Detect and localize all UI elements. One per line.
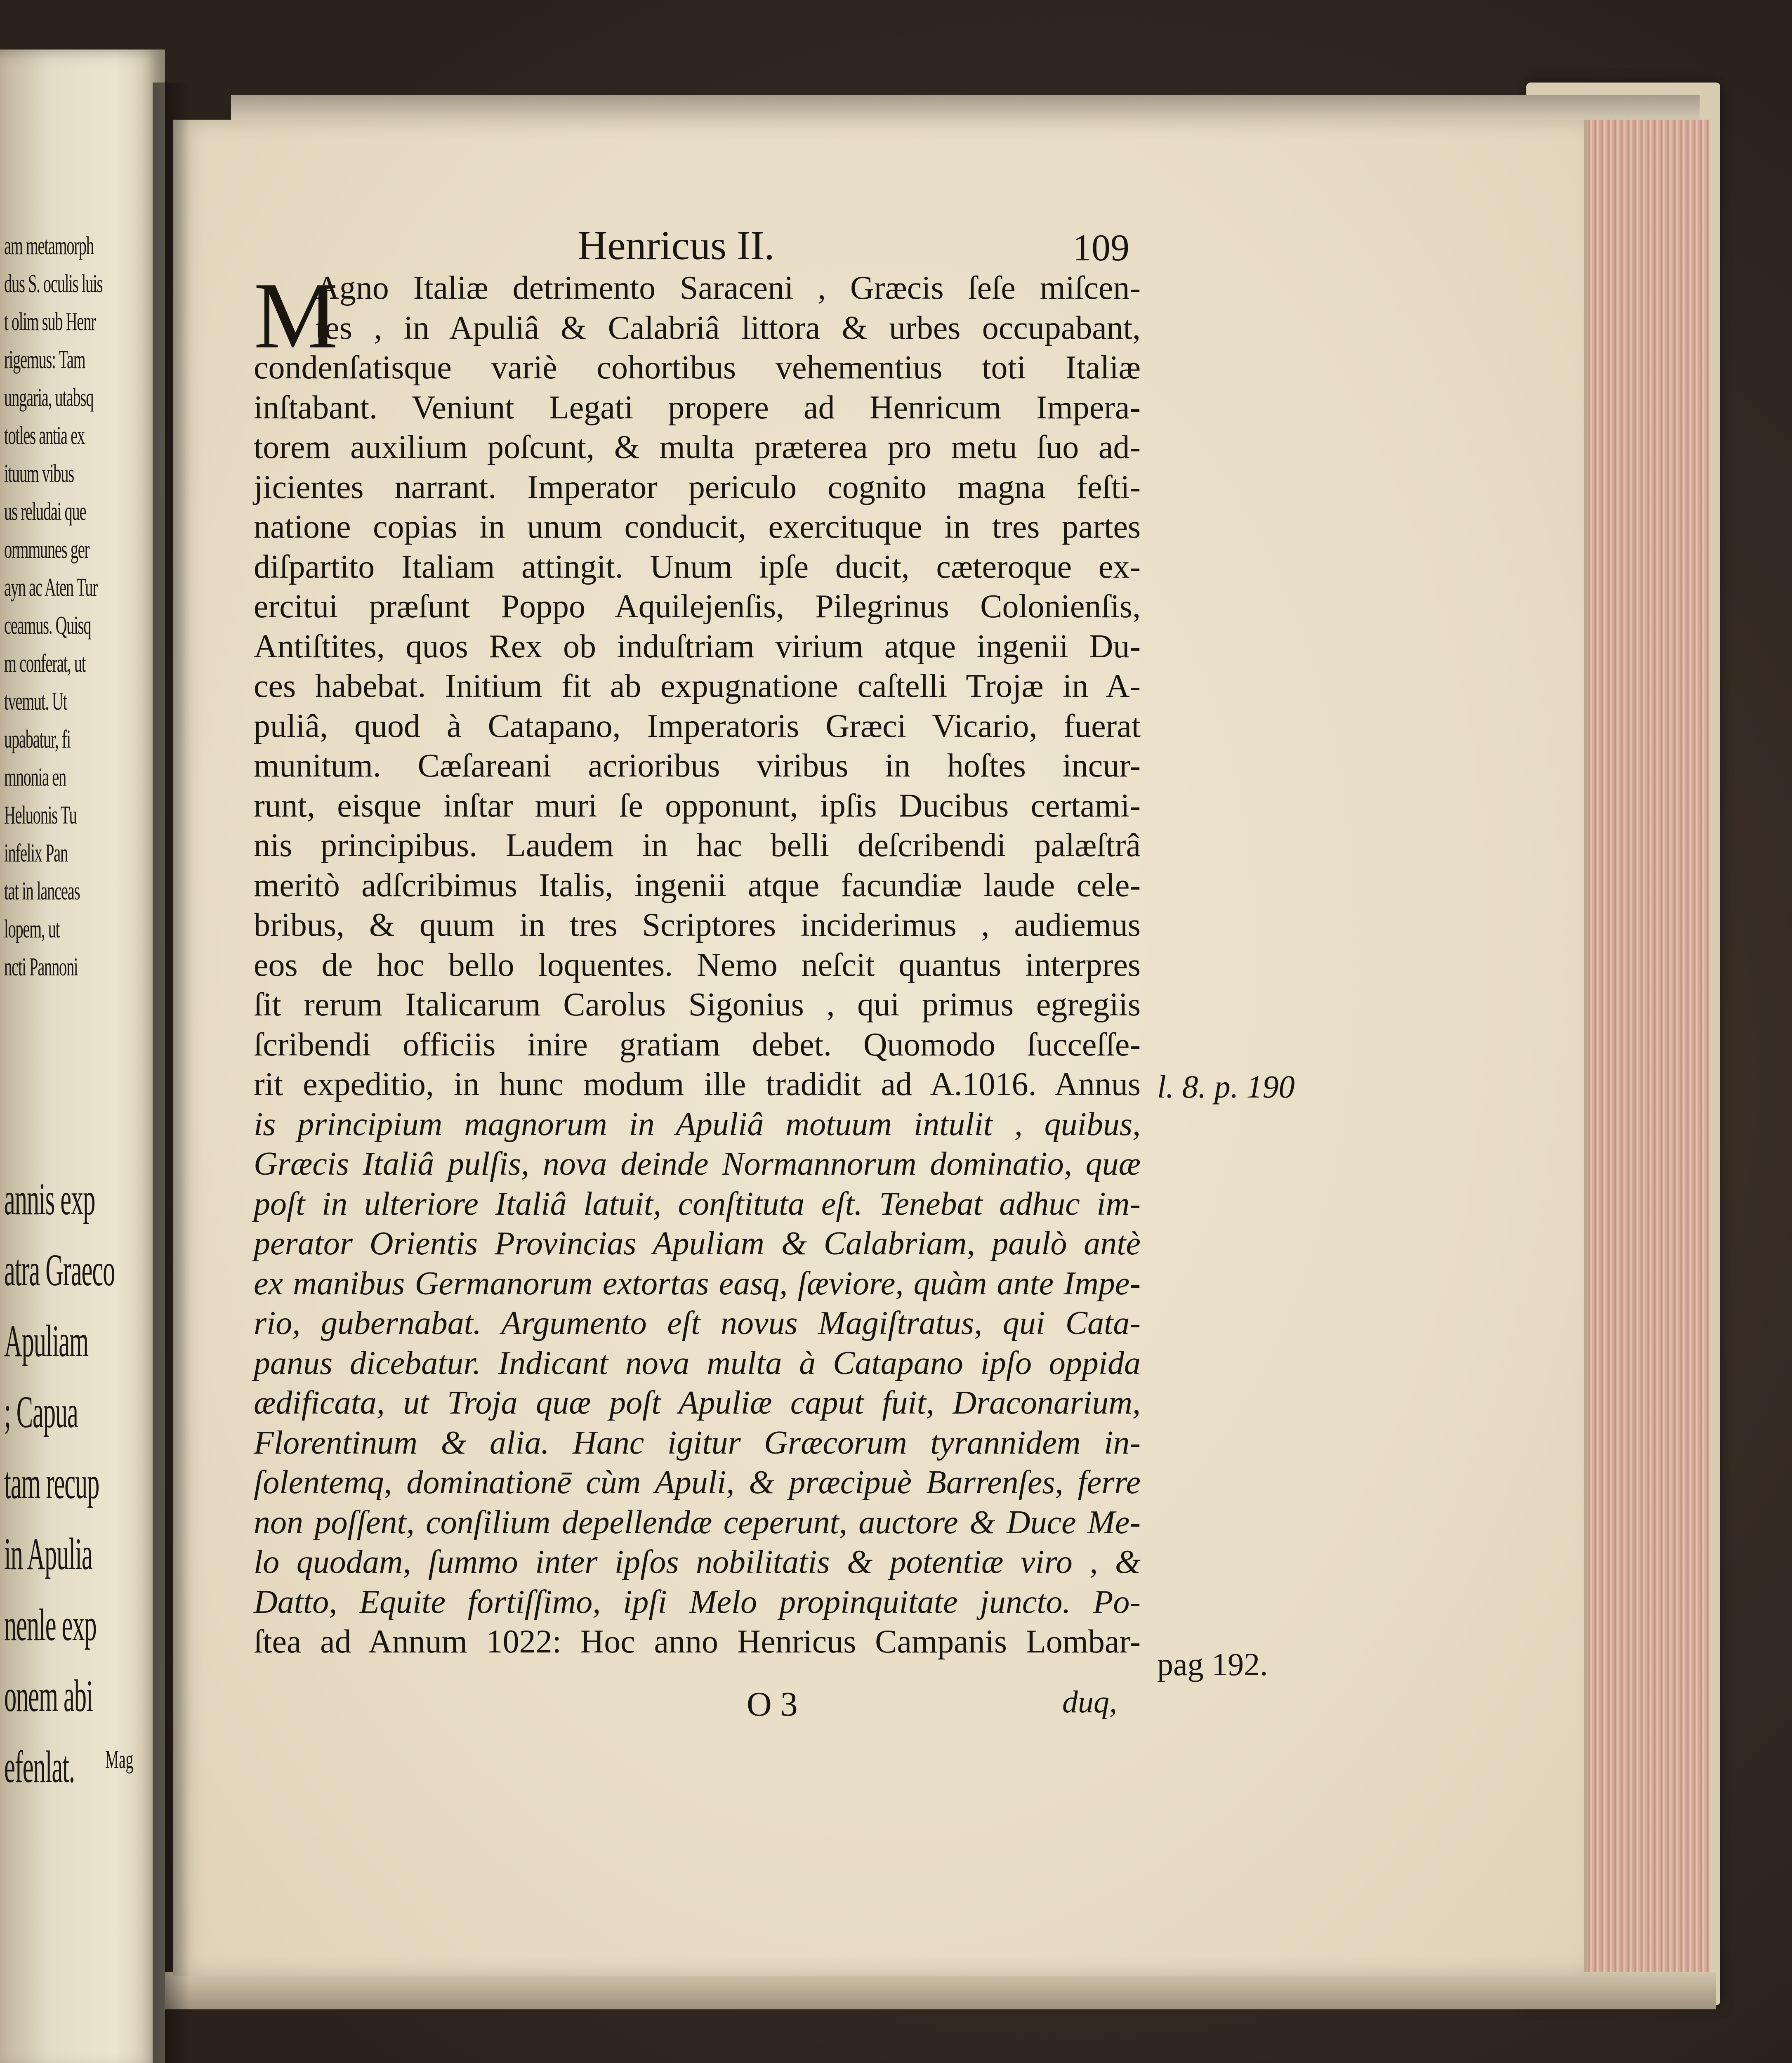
text-line: Græcis Italiâ pulſis, nova deinde Normannorum dominatio, quæ (254, 1146, 1141, 1182)
left-page-line: am metamorph (4, 232, 94, 260)
text-line: rit expeditio, in hunc modum ille tradidit ad A.1016. Annus (254, 1066, 1141, 1102)
left-facing-page (0, 50, 165, 2063)
left-page-line: ceamus. Quisq (4, 611, 91, 640)
text-line: tes , in Apuliâ & Calabriâ littora & urbes occupabant, (316, 309, 1141, 346)
left-page-line: lopem, ut (4, 915, 60, 943)
text-line: eos de hoc bello loquentes. Nemo neſcit quantus interpres (254, 947, 1141, 983)
left-page-line: upabatur, fi (4, 725, 71, 753)
drop-cap: M (254, 263, 338, 368)
left-page-catchword: Mag (105, 1746, 134, 1774)
page-fore-edge (1584, 120, 1710, 1985)
text-line: ædificata, ut Troja quæ poſt Apuliæ caput fuit, Draconarium, (254, 1385, 1141, 1421)
left-page-line: ; Capua (4, 1387, 78, 1437)
text-line: perator Orientis Provincias Apuliam & Calabriam, paulò antè (254, 1225, 1141, 1262)
text-line: rio, gubernabat. Argumento eſt novus Magiſtratus, qui Cata- (254, 1305, 1141, 1341)
left-page-line: rigemus: Tam (4, 346, 85, 374)
left-page-line: Heluonis Tu (4, 801, 77, 829)
left-page-line: Apuliam (4, 1316, 89, 1366)
text-line: munitum. Cæſareani acrioribus viribus in hoſtes incur- (254, 748, 1141, 784)
text-line: Datto, Equite fortiſſimo, ipſi Melo propinquitate junctо. Po- (254, 1584, 1141, 1620)
page-number: 109 (1073, 227, 1129, 269)
left-page-line: ungaria, utabsq (4, 384, 94, 412)
text-line: bribus, & quum in tres Scriptores inciderimus , audiemus (254, 907, 1141, 943)
left-page-line: nenle exp (4, 1600, 97, 1650)
page-header-title: Henricus II. (578, 222, 775, 268)
left-page-line: us reludai que (4, 498, 86, 526)
left-page-line: in Apulia (4, 1529, 92, 1579)
left-page-line: ncti Pannoni (4, 953, 78, 981)
left-page-line: infelix Pan (4, 839, 68, 867)
left-page-line: ormmunes ger (4, 536, 90, 564)
left-page-line: ayn ac Aten Tur (4, 574, 97, 602)
margin-note-reference-1: l. 8. p. 190 (1157, 1069, 1295, 1105)
text-line: runt, eisque inſtar muri ſe opponunt, ipſis Ducibus certami- (254, 787, 1141, 824)
left-page-line: t olim sub Henr (4, 308, 96, 336)
text-line: puliâ, quod à Catapano, Imperatoris Græci Vicario, fuerat (254, 708, 1141, 744)
left-page-line: annis exp (4, 1174, 95, 1224)
left-page-line: tam recup (4, 1458, 99, 1508)
left-page-line: tvemut. Ut (4, 687, 67, 715)
signature-mark: O 3 (747, 1685, 798, 1723)
left-page-line: m conferat, ut (4, 649, 86, 677)
margin-note-reference-2: pag 192. (1157, 1646, 1268, 1682)
text-line: natione copias in unum conducit, exercituque in tres partes (254, 509, 1141, 545)
text-line: inſtabant. Veniunt Legati propere ad Henricum Impera- (254, 389, 1141, 426)
text-line: ex manibus Germanorum extortas easq, ſæviore, quàm ante Impe- (254, 1265, 1141, 1302)
text-line: ercitui præſunt Poppo Aquilejenſis, Pilegrinus Colonienſis, (254, 588, 1141, 625)
text-line: is principium magnorum in Apuliâ motuum intulit , quibus, (254, 1106, 1141, 1142)
left-page-line: efenlat. (4, 1742, 75, 1792)
text-line: ſolentemq, dominationē cùm Apuli, & præcipuè Barrenſes, ferre (254, 1464, 1141, 1501)
left-page-line: totles antia ex (4, 422, 85, 450)
left-page-line: atra Graeco (4, 1245, 115, 1295)
catchword: duq, (1062, 1685, 1117, 1719)
text-line: ſit rerum Italicarum Carolus Sigonius , qui primus egregiis (254, 987, 1141, 1023)
left-page-text-upper (4, 227, 165, 986)
text-line: poſt in ulteriore Italiâ latuit, conſtituta eſt. Tenebat adhuc im- (254, 1185, 1141, 1222)
left-page-line: mnonia en (4, 763, 66, 791)
text-line: nis principibus. Laudem in hac belli deſcribendi palæſtrâ (254, 827, 1141, 864)
text-line: Florentinum & alia. Hanc igitur Græcorum tyrannidem in- (254, 1424, 1141, 1461)
text-line: torem auxilium poſcunt, & multa præterea pro metu ſuo ad- (254, 429, 1141, 465)
text-line: non poſſent, conſilium depellendæ ceperunt, auctore & Duce Me- (254, 1504, 1141, 1541)
page-bottom-edge (165, 1972, 1716, 2009)
text-line: ces habebat. Initium fit ab expugnatione caſtelli Trojæ in A- (254, 668, 1141, 704)
left-page-line: dus S. oculis luis (4, 270, 103, 298)
text-line: jicientes narrant. Imperator periculo cognito magna feſti- (254, 469, 1141, 505)
running-head (578, 223, 1147, 268)
text-line: meritò adſcribimus Italis, ingenii atque facundiæ laude cele- (254, 867, 1141, 904)
text-line: ſcribendi officiis inire gratiam debet. Quomodo ſucceſſe- (254, 1026, 1141, 1063)
text-line: ſtea ad Annum 1022: Hoc anno Henricus Campanis Lombar- (254, 1624, 1141, 1660)
left-page-line: tat in lanceas (4, 877, 80, 905)
gutter-shadow (153, 83, 190, 2063)
left-page-line: ituum vibus (4, 460, 74, 488)
text-line: Antiſtites, quos Rex ob induſtriam virium atque ingenii Du- (254, 628, 1141, 665)
text-line: diſpartito Italiam attingit. Unum ipſe ducit, cæteroque ex- (254, 548, 1141, 585)
text-line: lo quodam, ſummo inter ipſos nobilitatis & potentiæ viro , & (254, 1544, 1141, 1580)
page-top-edge (231, 95, 1700, 120)
left-page-line: onem abi (4, 1671, 93, 1721)
text-line: condenſatisque variè cohortibus vehementius toti Italiæ (254, 349, 1141, 386)
body-text (254, 263, 1141, 1662)
text-line: Agno Italiæ detrimento Saraceni , Græcis ſeſe miſcen- (316, 270, 1141, 306)
left-page-text-lower (4, 1164, 165, 1802)
text-line: panus dicebatur. Indicant nova multa à Catapano ipſo oppida (254, 1345, 1141, 1381)
